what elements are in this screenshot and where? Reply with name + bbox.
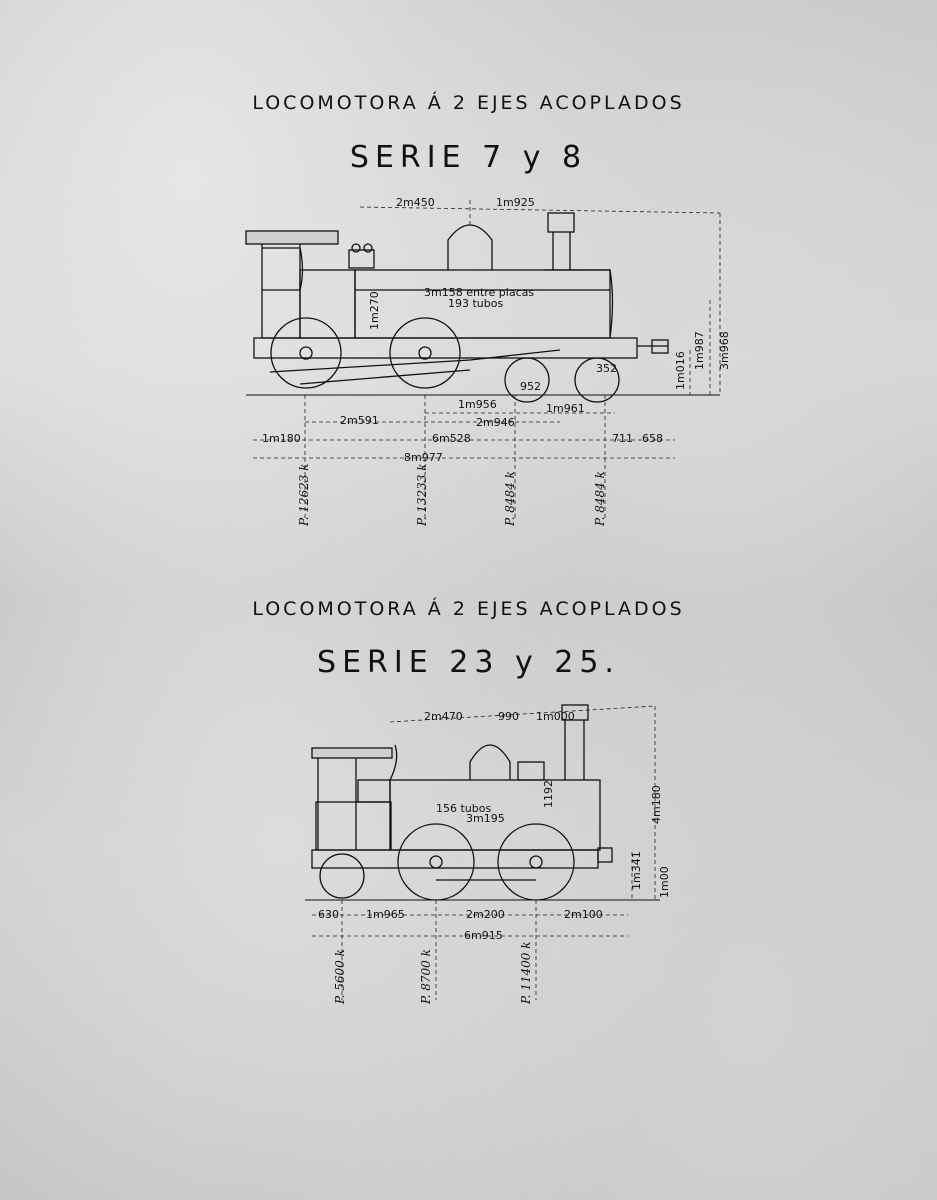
steam-dome — [470, 745, 510, 780]
dimension-lines-1 — [253, 200, 720, 520]
axle-load: P. 8484 k — [503, 471, 517, 526]
drawing-2-series: SERIE 23 y 25. — [317, 645, 620, 680]
wheel-1 — [271, 318, 341, 388]
cab-roof — [246, 231, 338, 244]
dim-label: 2m946 — [476, 416, 515, 429]
dim-label: 1m925 — [496, 196, 535, 209]
cab-frame — [318, 758, 356, 850]
cab-window — [358, 780, 390, 802]
chimney — [565, 720, 584, 780]
boiler-label: 3m195 — [466, 812, 505, 825]
steam-dome — [448, 225, 492, 270]
dim-label: 658 — [642, 432, 663, 445]
drawing-1-series: SERIE 7 y 8 — [349, 140, 588, 175]
dim-label: 1m965 — [366, 908, 405, 921]
dimension-labels-1 — [262, 196, 731, 527]
height-label: 3m968 — [718, 331, 731, 370]
wheel-1 — [320, 854, 364, 898]
boiler-label: 193 tubos — [448, 297, 504, 310]
axle-load: P. 13233 k — [415, 463, 429, 526]
dim-label: 952 — [520, 380, 541, 393]
dim-label: 2m100 — [564, 908, 603, 921]
dim-label: 352 — [596, 362, 617, 375]
wheel-3 — [498, 824, 574, 900]
dim-label: 990 — [498, 710, 519, 723]
chimney — [553, 232, 570, 270]
dim-label: 1m180 — [262, 432, 301, 445]
axle-load: P. 8700 k — [419, 949, 433, 1004]
side-tank — [300, 270, 355, 338]
dim-label: 2m470 — [424, 710, 463, 723]
sandbox — [518, 762, 544, 780]
dim-label: 6m915 — [464, 929, 503, 942]
axle-load: P. 5600 k — [333, 949, 347, 1004]
dim-label: 1m956 — [458, 398, 497, 411]
cab-window — [262, 248, 303, 290]
chimney-top — [548, 213, 574, 232]
wheel-2 — [390, 318, 460, 388]
wheel-2 — [398, 824, 474, 900]
height-label: 4m180 — [650, 785, 663, 824]
axle-load: P. 11400 k — [519, 941, 533, 1004]
axle-load: P. 12623 k — [297, 463, 311, 526]
dim-label: 1m000 — [536, 710, 575, 723]
height-label: 1m016 — [674, 351, 687, 390]
cab-body — [316, 802, 391, 850]
frame — [312, 850, 598, 868]
dim-label: 8m977 — [404, 451, 443, 464]
safety-valves — [349, 250, 374, 268]
dim-label: 711 — [612, 432, 633, 445]
height-label: 1m341 — [630, 851, 643, 890]
cab-roof — [312, 748, 392, 758]
drawing-1-title: LOCOMOTORA Á 2 EJES ACOPLADOS — [252, 92, 685, 114]
height-label: 1m00 — [658, 866, 671, 898]
dim-label: 1m270 — [368, 291, 381, 330]
dim-label: 1m961 — [546, 402, 585, 415]
height-label: 1m987 — [693, 331, 706, 370]
dim-label: 6m528 — [432, 432, 471, 445]
boiler-label: 1192 — [542, 780, 555, 808]
boiler-label: 156 tubos — [436, 802, 492, 815]
dim-label: 2m591 — [340, 414, 379, 427]
cab-frame — [262, 244, 300, 338]
dim-label: 2m200 — [466, 908, 505, 921]
axle-load: P. 8484 k — [593, 471, 607, 526]
smokebox — [545, 270, 613, 338]
dim-label: 2m450 — [396, 196, 435, 209]
drawing-2-title: LOCOMOTORA Á 2 EJES ACOPLADOS — [252, 598, 685, 620]
boiler-label: 3m158 entre placas — [424, 286, 535, 299]
dim-label: 630 — [318, 908, 339, 921]
